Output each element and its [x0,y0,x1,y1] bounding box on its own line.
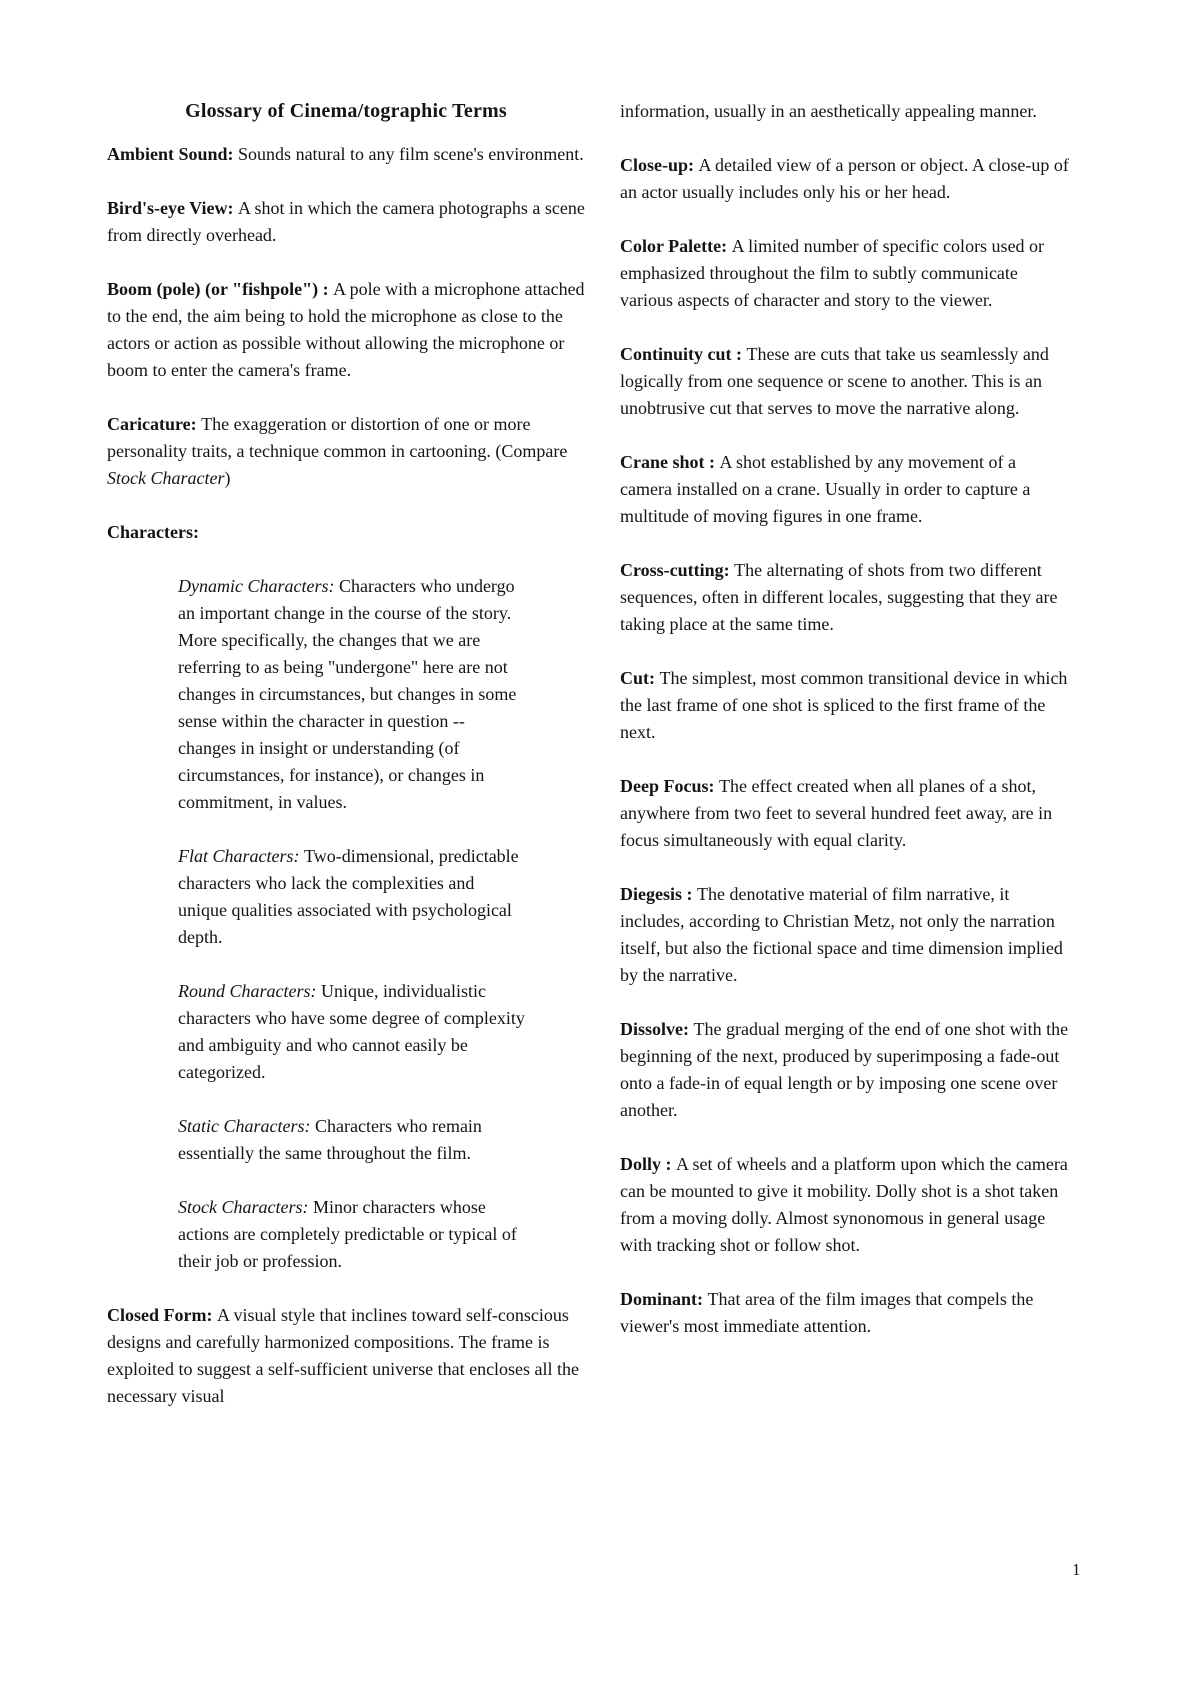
entry-definition: Minor characters whose actions are completely predictable or typical of their job or profession. [178,1197,517,1271]
entry-stock-characters [178,1194,526,1275]
entry-continuation [620,98,1070,125]
entry-color-palette [620,233,1070,314]
entry-definition: Stock Character [107,468,225,488]
entry-term: Stock Characters: [178,1197,313,1217]
entry-close-up [620,152,1070,206]
left-column [107,98,585,1437]
entry-diegesis [620,881,1070,989]
entry-definition: Sounds natural to any film scene's environment. [238,144,584,164]
entry-definition: The simplest, most common transitional device in which the last frame of one shot is spliced to the first frame of the next. [620,668,1068,742]
entry-definition: The alternating of shots from two different sequences, often in different locales, suggesting that they are taking place at the same time. [620,560,1058,634]
entry-term: Diegesis : [620,884,697,904]
entry-definition: ) [224,468,231,488]
entry-definition: A set of wheels and a platform upon which the camera can be mounted to give it mobility. Dolly shot is a shot taken from a moving dolly. Almost synonomous in general usage with tracking shot or follow shot. [620,1154,1068,1255]
entry-flat-characters [178,843,526,951]
entry-term: Continuity cut : [620,344,747,364]
page-number: 1 [1072,1560,1081,1579]
entry-definition: A shot in which the camera photographs a scene from directly overhead. [107,198,585,245]
entry-definition: A limited number of specific colors used or emphasized throughout the film to subtly communicate various aspects of character and story to the viewer. [620,236,1045,310]
left-column-entries [107,141,585,1410]
right-column [620,98,1070,1437]
entry-definition: information, usually in an aesthetically appealing manner. [620,101,1037,121]
entry-crane-shot [620,449,1070,530]
entry-deep-focus [620,773,1070,854]
entry-term: Boom (pole) (or "fishpole") : [107,279,334,299]
entry-dynamic-characters [178,573,526,816]
entry-term: Cross-cutting: [620,560,735,580]
entry-term: Flat Characters: [178,846,304,866]
entry-dissolve [620,1016,1070,1124]
entry-definition: The exaggeration or distortion of one or more personality traits, a technique common in cartooning. (Compare [107,414,568,461]
entry-round-characters [178,978,526,1086]
entry-term: Ambient Sound: [107,144,239,164]
entry-term: Cut: [620,668,660,688]
entry-definition: A visual style that inclines toward self-conscious designs and carefully harmonized compositions. The frame is exploited to suggest a self-sufficient universe that encloses all the necessary visual [107,1305,580,1406]
entry-cut [620,665,1070,746]
entry-term: Deep Focus: [620,776,719,796]
entry-definition: Two-dimensional, predictable characters who lack the complexities and unique qualities associated with psychological depth. [178,846,519,947]
entry-term: Characters: [107,522,199,542]
entry-ambient-sound [107,141,585,168]
entry-caricature [107,411,585,492]
entry-closed-form [107,1302,585,1410]
entry-term: Crane shot : [620,452,720,472]
entry-term: Bird's-eye View: [107,198,238,218]
entry-term: Dominant: [620,1289,708,1309]
entry-dominant [620,1286,1070,1340]
entry-term: Close-up: [620,155,699,175]
entry-dolly [620,1151,1070,1259]
entry-term: Static Characters: [178,1116,315,1136]
page-title: Glossary of Cinema/tographic Terms [185,100,507,122]
entry-definition: A pole with a microphone attached to the end, the aim being to hold the microphone as close to the actors or action as possible without allowing the microphone or boom to enter the camera's frame. [107,279,585,380]
entry-term: Dissolve: [620,1019,694,1039]
entry-term: Round Characters: [178,981,321,1001]
entry-definition: The denotative material of film narrative, it includes, according to Christian Metz, not only the narration itself, but also the fictional space and time dimension implied by the narrative. [620,884,1063,985]
entry-definition: These are cuts that take us seamlessly and logically from one sequence or scene to another. This is an unobtrusive cut that serves to move the narrative along. [620,344,1049,418]
entry-boom-pole-or-fishpole [107,276,585,384]
entry-characters [107,519,585,546]
entry-definition: The gradual merging of the end of one shot with the beginning of the next, produced by superimposing a fade-out onto a fade-in of equal length or by imposing one scene over another. [620,1019,1069,1120]
entry-bird-s-eye-view [107,195,585,249]
entry-definition: Characters who remain essentially the same throughout the film. [178,1116,482,1163]
entry-term: Dynamic Characters: [178,576,339,596]
right-column-entries [620,98,1070,1340]
entry-term: Color Palette: [620,236,732,256]
entry-term: Dolly : [620,1154,676,1174]
entry-static-characters [178,1113,526,1167]
entry-definition: The effect created when all planes of a shot, anywhere from two feet to several hundred feet away, are in focus simultaneously with equal clarity. [620,776,1053,850]
entry-definition: Unique, individualistic characters who have some degree of complexity and ambiguity and who cannot easily be categorized. [178,981,525,1082]
entry-definition: A detailed view of a person or object. A close-up of an actor usually includes only his or her head. [620,155,1069,202]
entry-definition: That area of the film images that compels the viewer's most immediate attention. [620,1289,1034,1336]
entry-term: Caricature: [107,414,202,434]
entry-continuity-cut [620,341,1070,422]
entry-cross-cutting [620,557,1070,638]
entry-definition: A shot established by any movement of a camera installed on a crane. Usually in order to capture a multitude of moving figures in one frame. [620,452,1031,526]
entry-term: Closed Form: [107,1305,217,1325]
entry-definition: Characters who undergo an important change in the course of the story. More specifically, the changes that we are referring to as being "undergone" here are not changes in circumstances, but changes in some sense within the character in question -- changes in insight or understanding (of circumstances, for instance), or changes in commitment, in values. [178,576,517,812]
